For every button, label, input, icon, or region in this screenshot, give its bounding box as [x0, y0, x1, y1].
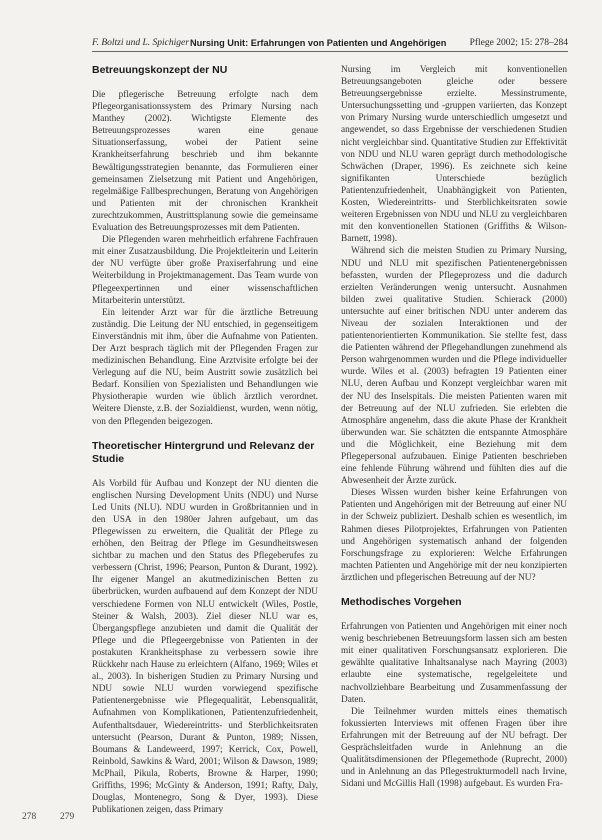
paragraph: Nursing im Vergleich mit konventionellen Betreuungsangeboten gleiche oder bessere Betreuungsergebnisse erzielte. Messinstrumente, Untersuchungssetting und -gruppen variierten, das Konzept von Primary Nursing wurde unterschiedlich umgesetzt und angewendet, so dass Ergebnisse der verschiedenen Studien nicht vergleichbar sind. Quantitative Studien zur Effektivität von NDU und NLU waren geprägt durch methodologische Schwächen (Draper, 1996). Es zeichnete sich keine signifikanten Unterschiede bezüglich Patientenzufriedenheit, Unabhängigkeit von Patienten, Kosten, Wiedereintritts- und Sterblichkeitsraten sowie weiteren Ergebnissen von NDU und NLU zu vergleichbaren mit den konventionellen Stationen (Griffiths & Wilson-Barnett, 1998). [341, 65, 567, 245]
header-rule [92, 51, 568, 52]
paragraph: Die Pflegenden waren mehrheitlich erfahrene Fachfrauen mit einer Zusatzausbildung. Die Projektleiterin und Leiterin der NU verfügte über große Praxiserfahrung und eine Weiterbildung in Projektmanagement. Das Team wurde von Pflegeexpertinnen und einer wissenschaftlichen Mitarbeiterin unterstützt. [92, 235, 318, 306]
paragraph: Als Vorbild für Aufbau und Konzept der NU dienten die englischen Nursing Development Units (NDU) und Nurse Led Units (NLU). NDU wurden in Großbritannien und in den USA in den 1980er Jahren aufgebaut, um das Pflegewissen zu erweitern, die Qualität der Pflege zu erhöhen, den Beitrag der Pflege im Gesundheitswesen sichtbar zu machen und den Status des Pflegeberufes zu verbessern (Christ, 1996; Pearson, Punton & Durant, 1992). Ihr eigener Mangel an akutmedizinischen Betten zu überbrücken, wurden aufbauend auf dem Konzept der NDU verschiedene Formen von NLU entwickelt (Wiles, Postle, Steiner & Walsh, 2003). Ziel dieser NLU war es, Übergangspflege anzubieten und damit die Qualität der Pflege und die Pflegeergebnisse von Patienten in der postakuten Krankheitsphase zu verbessern sowie ihre Rückkehr nach Hause zu erleichtern (Alfano, 1969; Wiles et al., 2003). In bisherigen Studien zu Primary Nursing und NDU sowie NLU wurden vorwiegend spezifische Patientenergebnisse wie Pflegequalität, Lebensqualität, Aufnahmen von Komplikationen, Patientenzufriedenheit, Aufenthaltsdauer, Wiedereintritts- und Sterblichkeitsraten untersucht (Pearson, Durant & Punton, 1989; Nissen, Boumans & Landeweerd, 1997; Kerrick, Cox, Powell, Reinbold, Sawkins & Ward, 2001; Wilson & Dawson, 1989; McPhail, Pikula, Roberts, Browne & Harper, 1990; Griffiths, 1996; McGinty & Anderson, 1991; Rafty, Daly, Douglas, Montenegro, Song & Dyer, 1993). Diese Publikationen zeigen, dass Primary [92, 478, 318, 816]
right-column [341, 64, 567, 790]
section-heading-methodisches-vorgehen: Methodisches Vorgehen [341, 596, 462, 609]
header-citation: Pflege 2002; 15: 278–284 [469, 38, 568, 48]
page-number-outer: 278 [22, 812, 37, 822]
section-heading-hintergrund: Theoretischer Hintergrund und Relevanz der Studie [92, 439, 315, 465]
running-header [92, 36, 568, 50]
left-column [92, 64, 318, 816]
page-number-inner: 279 [60, 812, 75, 822]
paragraph: Während sich die meisten Studien zu Primary Nursing, NDU und NLU mit spezifischen Patientenergebnissen befassten, wurden der Pflegeprozess und die dadurch erzielten Veränderungen wenig untersucht. Ausnahmen bilden zwei qualitative Studien. Schierack (2000) untersuchte auf einer britischen NDU unter anderem das Niveau der sozialen Interaktionen und der patientenorientierten Kommunikation. Sie stellte fest, dass die Patienten während der Pflegehandlungen zunehmend als Person wahrgenommen wurden und die Pflege individueller wurde. Wiles et al. (2003) befragten 19 Patienten einer NLU, deren Aufbau und Konzept vergleichbar waren mit der NU des Inselspitals. Die meisten Patienten waren mit der Betreuung auf der NLU zufrieden. Sie erlebten die Atmosphäre angenehm, dass die akute Phase der Krankheit überwunden war. Sie schätzten die entspannte Atmosphäre und die Möglichkeit, eine Beziehung mit dem Pflegepersonal aufzubauen. Einige Patienten beschrieben eine fehlende Führung während und fühlten dies auf die Abwesenheit der Ärzte zurück. [341, 246, 567, 487]
paragraph: Dieses Wissen wurden bisher keine Erfahrungen von Patienten und Angehörigen mit der Betreuung auf einer NU in der Schweiz publiziert. Deshalb schien es wesentlich, im Rahmen dieses Pilotprojektes, Erfahrungen von Patienten und Angehörigen systematisch anhand der folgenden Forschungsfrage zu explorieren: Welche Erfahrungen machten Patienten und Angehörige mit der neu konzipierten ärztlichen und pflegerischen Betreuung auf der NU? [341, 488, 567, 583]
paragraph: Erfahrungen von Patienten und Angehörigen mit einer noch wenig beschriebenen Betreuungsform lassen sich am besten mit einer qualitativen Forschungsansatz explorieren. Die gewählte qualitative Inhaltsanalyse nach Mayring (2003) erlaubte eine systematische, regelgeleitete und nachvollziehbare Bearbeitung und Zusammenfassung der Daten. [341, 622, 567, 705]
header-authors: F. Boltzi und L. Spichiger [92, 38, 189, 48]
paragraph: Die Teilnehmer wurden mittels eines thematisch fokussierten Interviews mit offenen Fragen über ihre Erfahrungen mit der Betreuung auf der NU befragt. Der Gesprächsleitfaden wurde in Anlehnung an die Qualitätsdimensionen der Pflegemethode (Ruprecht, 2000) und in Anlehnung an das Pflegestrukturmodell nach Irvine, Sidani und McGillis Hall (1998) aufgebaut. Es wurden Fra- [341, 706, 567, 790]
section-heading-betreuungskonzept: Betreuungskonzept der NU [92, 64, 228, 76]
paragraph: Die pflegerische Betreuung erfolgte nach dem Pflegeorganisationssystem des Primary Nursing nach Manthey (2002). Wichtigste Elemente des Betreuungsprozesses waren eine genaue Situationserfassung, wobei der Patient seine Krankheitserfahrung beschrieb und ihm bekannte Bewältigungsstrategien benannte, das Formulieren einer gemeinsamen Zielsetzung mit Patient und Angehörigen, regelmäßige Fallbesprechungen, Beratung von Angehörigen und Patienten mit der chronischen Krankheit zurechtzukommen, Austrittsplanung sowie die gemeinsame Evaluation des Betreuungsprozesses mit dem Patienten. [92, 90, 318, 234]
header-running-title: Nursing Unit: Erfahrungen von Patienten und Angehörigen [190, 38, 447, 48]
paragraph: Ein leitender Arzt war für die ärztliche Betreuung zuständig. Die Leitung der NU entschied, in gegenseitigem Einverständnis mit ihm, über die Aufnahme von Patienten. Der Arzt besprach täglich mit der Pflegenden Fragen zur medizinischen Behandlung. Eine Arztvisite erfolgte bei der Verlegung auf die NU, beim Austritt sowie zusätzlich bei Bedarf. Konsilien von Spezialisten und Behandlungen wie Physiotherapie wurden wie üblich ärztlich verordnet. Weitere Dienste, z.B. der Sozialdienst, wurden, wenn nötig, von den Pflegenden beigezogen. [92, 307, 318, 427]
